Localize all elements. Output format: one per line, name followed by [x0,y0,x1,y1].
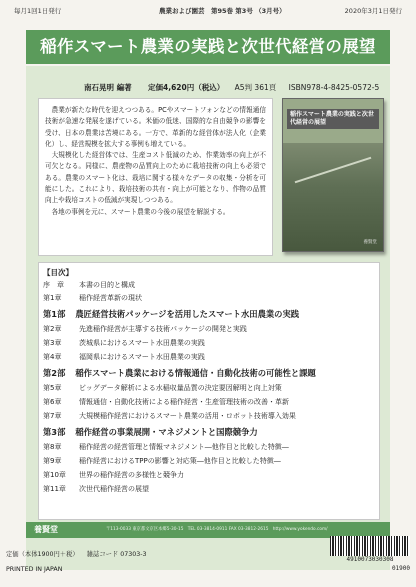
description-paragraph: 大規模化した経営体では、生産コスト低減のため、作業効率の向上が不可欠となる。同様に、農産物の品質向上のために栽培技術の向上も必須である。農業のスマート化は、栽培に関する様々なデータの収集・分析を可能にした。これにより、栽培技術の共有・向上が可能となり、作物の品質向上や栽培コストの低減が実現しつつある。 [45,151,266,205]
magazine-price: 定価（本体1900円＋税） [6,551,79,558]
issue-frequency: 毎月1回1日発行 [14,7,62,15]
toc-item: 第7章 大規模稲作経営におけるスマート農業の活用・ロボット技術導入効果 [43,412,296,420]
description-paragraph: 各地の事例を元に、スマート農業の今後の展望を解説する。 [51,207,230,216]
toc-item: 第1章 稲作経営革新の現状 [43,294,142,302]
toc-item: 序 章 本書の目的と構成 [43,281,135,289]
magazine-code: 雑誌コード 07303-3 [86,551,147,558]
journal-name: 農業および園芸 第95巻 第3号 （3月号） [159,7,286,15]
cover-publisher: 養賢堂 [363,240,377,245]
toc-item: 第2章 先進稲作経営が主導する技術パッケージの開発と実践 [43,325,247,333]
toc-item: 第6章 情報通信・自動化技術による稲作経営・生産管理技術の改善・革新 [43,398,289,406]
toc-item: 第9章 稲作経営におけるTPPの影響と対応策―他作目と比較した特徴― [43,457,281,465]
toc-item: 第8章 稲作経営の経営管理と情報マネジメント―他作目と比較した特徴― [43,443,289,451]
toc-part: 第3部 稲作経営の事業展開・マネジメントと国際競争力 [43,427,258,437]
description-paragraph: 農業が新たな時代を迎えつつある。PCやスマートフォンなどの情報通信技術が急速な発展を遂げている。米価の低迷、国際的な自由競争の影響を受け、日本の農業は苦境にある。一方で、革新的な経営体が法人化（企業化）し、経営規模を拡大する事例も増えている。 [45,106,266,148]
colophon-price [6,550,147,560]
toc-item: 第11章 次世代稲作経営の展望 [43,485,149,493]
toc-item: 第5章 ビッグデータ解析による水稲収量品質の決定要因解明と向上対策 [43,384,282,392]
price: 定価4,620円（税込） [148,83,225,92]
issue-date: 2020年3月1日発行 [344,7,402,15]
table-of-contents [38,262,380,520]
author: 南石晃明 編著 [84,83,132,92]
barcode-addon: 01900 [391,565,410,572]
book-spec: A5判 361頁 [234,83,277,92]
toc-item: 第3章 茨城県におけるスマート水田農業の実践 [43,339,205,347]
toc-heading: 【目次】 [43,268,73,277]
cover-title: 稲作スマート農業の実践と次世代経営の展望 [287,109,379,129]
printed-in: PRINTED IN JAPAN [6,566,63,573]
toc-item: 第4章 福岡県におけるスマート水田農業の実践 [43,353,205,361]
journal-header [14,5,402,17]
toc-item: 第10章 世界の稲作経営の多様性と競争力 [43,471,184,479]
description-box [38,98,273,256]
toc-part: 第2部 稲作スマート農業における情報通信・自動化技術の可能性と課題 [43,368,316,378]
isbn: ISBN978-4-8425-0572-5 [288,83,380,92]
publisher-address: 〒113-0033 東京都文京区本郷5-30-15 TEL 03-3814-0911 FAX 03-3812-2615 http://www.yokendo.com/ [106,527,328,532]
publisher-logo: 養賢堂 [34,525,58,534]
book-title: 稲作スマート農業の実践と次世代経営の展望 [40,37,376,56]
barcode-number: 4910073030308 [346,556,394,563]
toc-part: 第1部 農匠経営技術パッケージを活用したスマート水田農業の実践 [43,309,300,319]
bibliographic-info [84,82,384,94]
title-banner [26,30,390,64]
book-cover-image [282,98,384,252]
barcode-image [330,536,410,556]
